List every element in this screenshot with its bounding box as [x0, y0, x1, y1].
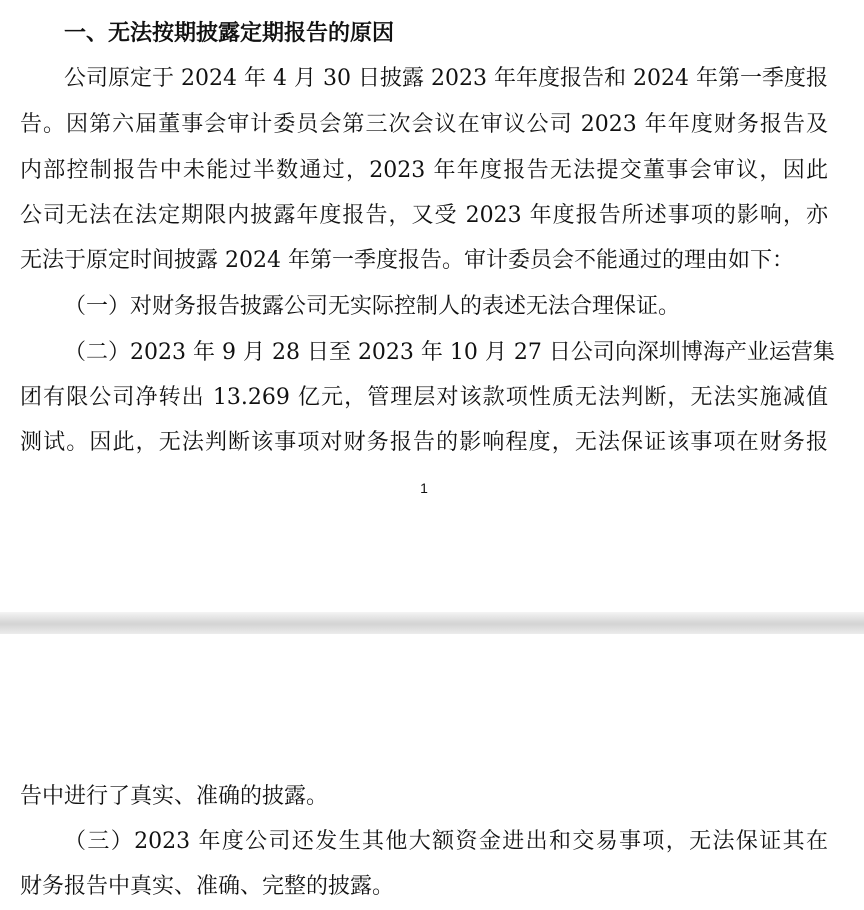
list-item-1: （一）对财务报告披露公司无实际控制人的表述无法合理保证。 — [64, 294, 681, 319]
paragraph-line: 测试。因此，无法判断该事项对财务报告的影响程度，无法保证该事项在财务报 — [20, 430, 828, 455]
paragraph-line: 告。因第六届董事会审计委员会第三次会议在审议公司 2023 年年度财务报告及 — [20, 112, 828, 137]
paragraph-line: 无法于原定时间披露 2024 年第一季度报告。审计委员会不能通过的理由如下： — [20, 248, 794, 273]
list-item-2: （二）2023 年 9 月 28 日至 2023 年 10 月 27 日公司向深圳博海产业运营集 — [64, 340, 835, 365]
paragraph-line: 财务报告中真实、准确、完整的披露。 — [20, 874, 395, 899]
paragraph-line: 团有限公司净转出 13.269 亿元，管理层对该款项性质无法判断，无法实施减值 — [20, 385, 828, 410]
paragraph-line: 内部控制报告中未能过半数通过，2023 年年度报告无法提交董事会审议，因此 — [20, 158, 828, 183]
list-item-3: （三）2023 年度公司还发生其他大额资金进出和交易事项，无法保证其在 — [64, 829, 828, 854]
page-separator — [0, 612, 864, 634]
paragraph-line: 公司原定于 2024 年 4 月 30 日披露 2023 年年度报告和 2024 年第一季度报 — [64, 66, 828, 91]
section-heading: 一、无法按期披露定期报告的原因 — [64, 20, 395, 46]
page-number: 1 — [420, 480, 428, 496]
paragraph-line: 告中进行了真实、准确的披露。 — [20, 784, 329, 809]
document-page-2 — [0, 634, 864, 910]
paragraph-line: 公司无法在法定期限内披露年度报告，又受 2023 年度报告所述事项的影响，亦 — [20, 203, 828, 228]
